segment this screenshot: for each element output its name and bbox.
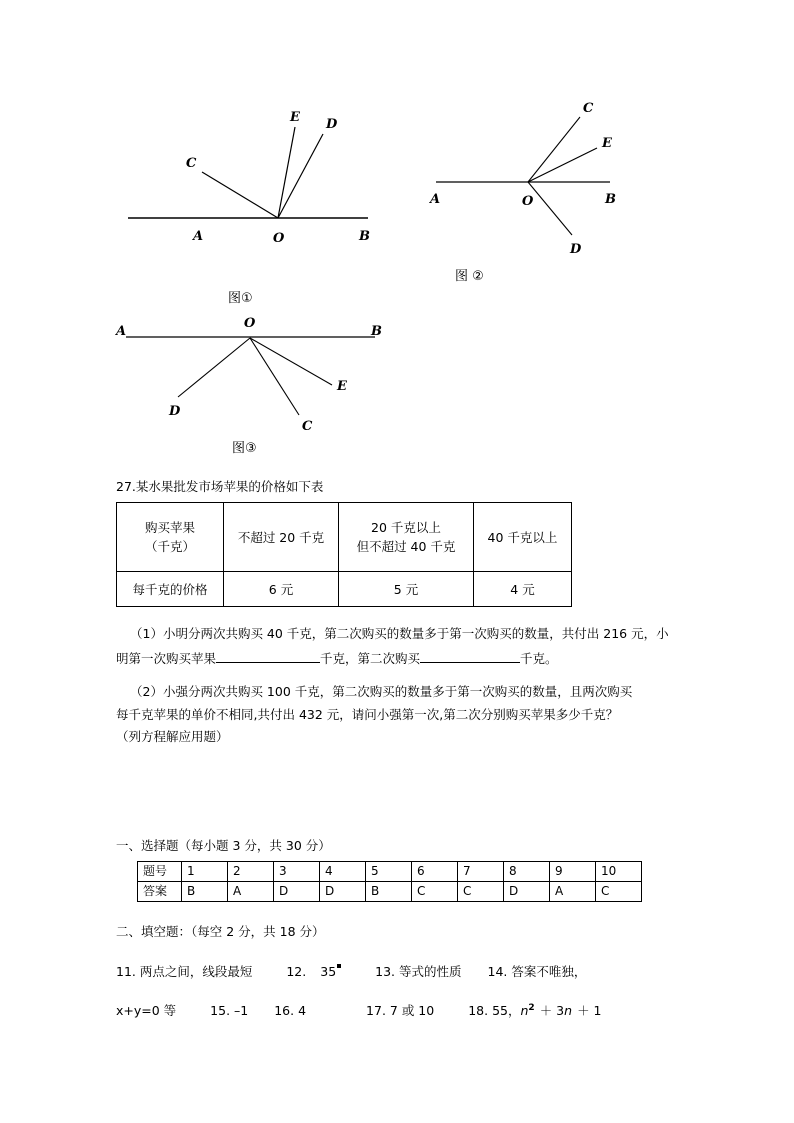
mc-answer-value: B — [182, 882, 228, 902]
mc-answer-value: D — [274, 882, 320, 902]
price-table-cell-price3: 4 元 — [474, 572, 572, 607]
table-row — [117, 503, 572, 572]
fill-in-blank-answers — [116, 954, 736, 1029]
answer-key-section1-heading: 一、选择题（每小题 3 分，共 30 分） — [116, 838, 331, 853]
fill-answer-item-17: 17. 7 或 10 — [366, 1003, 435, 1019]
table-row-question-numbers — [138, 862, 642, 882]
mc-table-row-label-question: 题号 — [138, 862, 182, 882]
mc-answer-value: D — [504, 882, 550, 902]
figure-3-label-E: E — [337, 379, 347, 394]
fill-answer-item-14: 14. 答案不唯独， — [487, 964, 587, 979]
question-27-part1-line1: （1）小明分两次共购买 40 千克，第二次购买的数量多于第一次购买的数量，共付出 216 元，小 — [130, 626, 669, 641]
figure-1-label-B: B — [359, 229, 370, 244]
part1-text-b: 千克，第二次购买 — [320, 651, 421, 666]
question-27 — [116, 478, 716, 748]
degree-icon — [337, 964, 341, 968]
figures-area — [0, 0, 794, 470]
answer-key-section — [116, 836, 736, 1029]
price-table-cell-tier1: 不超过 20 千克 — [224, 503, 339, 572]
mc-answer-value: A — [550, 882, 596, 902]
price-table-cell-tier2 — [339, 503, 474, 572]
mc-question-number: 10 — [596, 862, 642, 882]
multiple-choice-answer-table — [137, 861, 642, 902]
mc-question-number: 7 — [458, 862, 504, 882]
figure-3-label-O: O — [244, 316, 256, 331]
question-27-title: 27.某水果批发市场苹果的价格如下表 — [116, 479, 324, 494]
mc-answer-value: C — [596, 882, 642, 902]
mc-answer-value: C — [412, 882, 458, 902]
price-table-cell-tier2-line1: 20 千克以上 — [371, 520, 441, 535]
mc-question-number: 1 — [182, 862, 228, 882]
price-table-cell-category — [117, 503, 224, 572]
fill-answer-item-12-label: 12. — [286, 964, 307, 979]
fill-answers-line-2 — [116, 990, 736, 1029]
mc-question-number: 4 — [320, 862, 366, 882]
table-row-answers — [138, 882, 642, 902]
figure-2-caption: 图 ② — [455, 269, 484, 284]
figure-1-label-A: A — [193, 229, 204, 244]
mc-question-number: 8 — [504, 862, 550, 882]
fill-answer-item-16: 16. 4 — [274, 1003, 307, 1019]
price-table-cell-tier3: 40 千克以上 — [474, 503, 572, 572]
price-table-cell-tier2-line2: 但不超过 40 千克 — [356, 539, 456, 554]
figure-2-label-O: O — [522, 194, 534, 209]
question-27-part1-line2 — [116, 646, 716, 671]
apple-price-table — [116, 502, 572, 607]
fill-answer-item-18-end: ＋ 1 — [577, 1003, 602, 1019]
fill-answer-item-12-value: 35 — [320, 964, 337, 979]
mc-answer-value: B — [366, 882, 412, 902]
figure-2-label-D: D — [570, 242, 582, 257]
part1-text-a: 明第一次购买苹果 — [116, 651, 217, 666]
figure-1-label-C: C — [186, 156, 197, 171]
figure-3-label-A: A — [116, 324, 127, 339]
price-table-cell-price1: 6 元 — [224, 572, 339, 607]
figure-1-label-D: D — [326, 117, 338, 132]
price-table-cell-price2: 5 元 — [339, 572, 474, 607]
fill-answer-item-18-var1: n — [520, 1003, 529, 1019]
question-27-parts — [116, 621, 716, 748]
question-27-part2-line1: （2）小强分两次共购买 100 千克，第二次购买的数量多于第一次购买的数量，且两次购买 — [130, 684, 633, 699]
figure-2-label-A: A — [430, 192, 441, 207]
figure-1-label-O: O — [273, 231, 285, 246]
fill-answer-item-18-mid: ＋ 3 — [539, 1003, 565, 1019]
fill-answer-item-18-exponent: 2 — [528, 1003, 535, 1013]
question-27-part2-line2: 每千克苹果的单价不相同,共付出 432 元，请问小强第一次,第二次分别购买苹果多少千克？ — [116, 707, 619, 722]
price-table-cell-unitprice-label: 每千克的价格 — [117, 572, 224, 607]
mc-question-number: 3 — [274, 862, 320, 882]
mc-question-number: 6 — [412, 862, 458, 882]
figure-3-diagram — [110, 305, 400, 435]
fill-answer-item-13: 13. 等式的性质 — [375, 964, 462, 979]
figure-3-label-D: D — [169, 404, 181, 419]
mc-table-row-label-answer: 答案 — [138, 882, 182, 902]
fill-answer-item-14-continued: x+y=0 等 — [116, 1003, 177, 1019]
fill-answer-item-18-label: 18. 55， — [468, 1003, 521, 1019]
price-table-cell-category-line2: （千克） — [144, 539, 195, 554]
fill-answer-item-11: 11. 两点之间，线段最短 — [116, 964, 253, 979]
mc-question-number: 2 — [228, 862, 274, 882]
figure-2-label-C: C — [583, 101, 594, 116]
answer-blank-first-purchase[interactable] — [216, 662, 320, 663]
mc-answer-value: C — [458, 882, 504, 902]
mc-answer-value: D — [320, 882, 366, 902]
question-27-part2-line3: （列方程解应用题） — [116, 729, 229, 744]
fill-answers-line-1 — [116, 954, 736, 990]
mc-question-number: 5 — [366, 862, 412, 882]
figure-2-diagram — [420, 85, 670, 260]
figure-3-label-C: C — [302, 419, 313, 434]
figure-3-label-B: B — [371, 324, 382, 339]
figure-2-label-E: E — [602, 136, 612, 151]
fill-answer-item-15: 15. –1 — [210, 1003, 249, 1019]
price-table-cell-category-line1: 购买苹果 — [144, 520, 195, 535]
table-row — [117, 572, 572, 607]
figure-1-diagram — [110, 85, 390, 250]
figure-1-caption: 图① — [228, 291, 253, 306]
figure-1-label-E: E — [290, 110, 300, 125]
figure-2-label-B: B — [605, 192, 616, 207]
figure-3-caption: 图③ — [232, 441, 257, 456]
part1-text-c: 千克。 — [520, 651, 558, 666]
answer-blank-second-purchase[interactable] — [420, 662, 520, 663]
mc-answer-value: A — [228, 882, 274, 902]
fill-answer-item-18-var2: n — [564, 1003, 573, 1019]
mc-question-number: 9 — [550, 862, 596, 882]
answer-key-section2-heading: 二、填空题：（每空 2 分，共 18 分） — [116, 924, 325, 939]
